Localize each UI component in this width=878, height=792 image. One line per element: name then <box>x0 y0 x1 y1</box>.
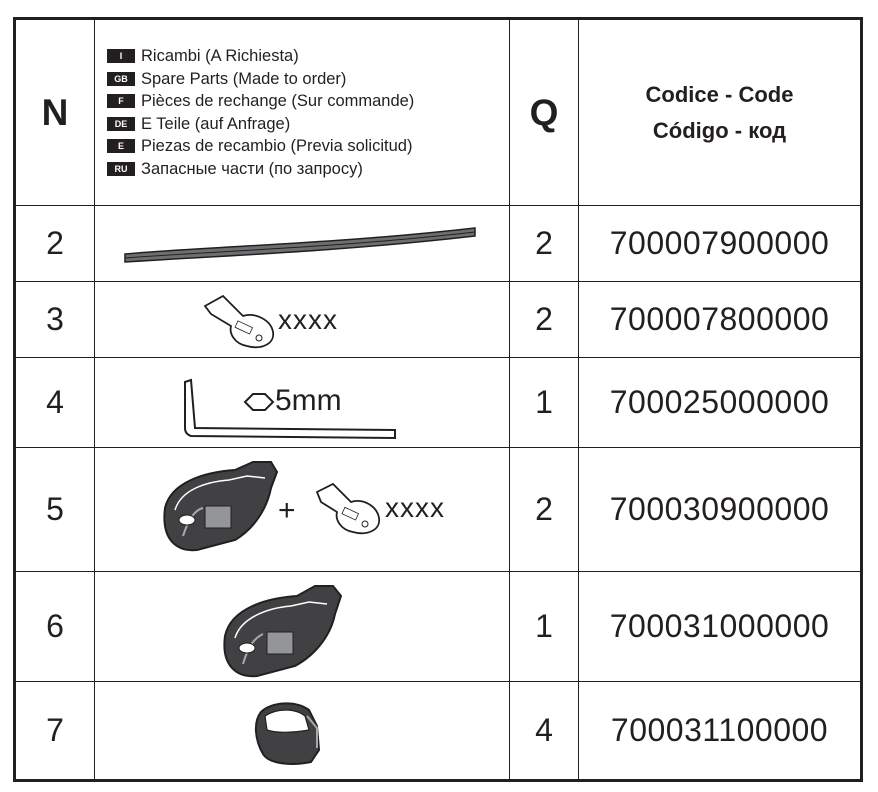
row-code: 700031100000 <box>579 682 862 781</box>
lang-row-ru <box>107 158 509 181</box>
lang-text: Ricambi (A Richiesta) <box>141 47 299 65</box>
row-q: 4 <box>510 682 579 781</box>
spare-parts-table <box>13 17 863 782</box>
lang-badge: RU <box>107 162 135 176</box>
rubber-strip-icon <box>95 206 509 282</box>
plus-sign: + <box>278 494 296 527</box>
part-illustration <box>95 448 509 571</box>
lang-text: Spare Parts (Made to order) <box>141 69 347 88</box>
row-code: 700030900000 <box>579 448 862 572</box>
header-description <box>95 19 510 206</box>
header-code <box>579 19 862 206</box>
part-illustration <box>95 572 509 681</box>
row-code: 700031000000 <box>579 572 862 682</box>
row-n: 5 <box>15 448 95 572</box>
end-cap-icon <box>95 682 509 781</box>
part-illustration <box>95 282 509 357</box>
row-q: 2 <box>510 448 579 572</box>
lang-badge: I <box>107 49 135 63</box>
table-row <box>15 682 862 781</box>
language-list <box>95 45 509 180</box>
lang-row-de <box>107 113 509 136</box>
part-illustration <box>95 358 509 447</box>
row-code: 700007900000 <box>579 206 862 282</box>
table-row <box>15 572 862 682</box>
table-row <box>15 206 862 282</box>
row-n: 2 <box>15 206 95 282</box>
lang-badge: F <box>107 94 135 108</box>
header-n: N <box>15 19 95 206</box>
part-illustration <box>95 682 509 779</box>
header-row <box>15 19 862 206</box>
lang-text: Pièces de rechange (Sur commande) <box>141 92 415 110</box>
lang-row-it <box>107 45 509 68</box>
row-n: 7 <box>15 682 95 781</box>
table-row <box>15 358 862 448</box>
row-part <box>95 682 510 781</box>
header-code-line2: Código - код <box>652 117 787 143</box>
key-code-label: xxxx <box>385 492 445 523</box>
lang-badge: E <box>107 139 135 153</box>
foot-with-key-icon <box>95 448 509 572</box>
row-code: 700025000000 <box>579 358 862 448</box>
row-part <box>95 206 510 282</box>
row-q: 1 <box>510 572 579 682</box>
part-illustration <box>95 206 509 281</box>
row-part <box>95 358 510 448</box>
lang-row-es <box>107 135 509 158</box>
lang-text: Piezas de recambio (Previa solicitud) <box>141 137 413 155</box>
row-code: 700007800000 <box>579 282 862 358</box>
allen-size-label: 5mm <box>275 384 342 417</box>
row-part <box>95 448 510 572</box>
lang-row-fr <box>107 90 509 113</box>
lang-row-gb <box>107 68 509 91</box>
foot-icon <box>164 462 277 550</box>
row-q: 2 <box>510 206 579 282</box>
row-part <box>95 282 510 358</box>
lang-badge: GB <box>107 72 135 86</box>
row-q: 1 <box>510 358 579 448</box>
table-row <box>15 448 862 572</box>
row-n: 6 <box>15 572 95 682</box>
header-code-line1: Codice - Code <box>645 82 794 108</box>
header-q: Q <box>510 19 579 206</box>
table-row <box>15 282 862 358</box>
row-part <box>95 572 510 682</box>
lang-text: Запасные части (по запросу) <box>141 159 363 178</box>
key-code-label: xxxx <box>278 304 338 335</box>
lang-text: E Teile (auf Anfrage) <box>141 114 291 133</box>
lang-badge: DE <box>107 117 135 131</box>
foot-icon <box>95 572 509 682</box>
row-q: 2 <box>510 282 579 358</box>
row-n: 3 <box>15 282 95 358</box>
row-n: 4 <box>15 358 95 448</box>
